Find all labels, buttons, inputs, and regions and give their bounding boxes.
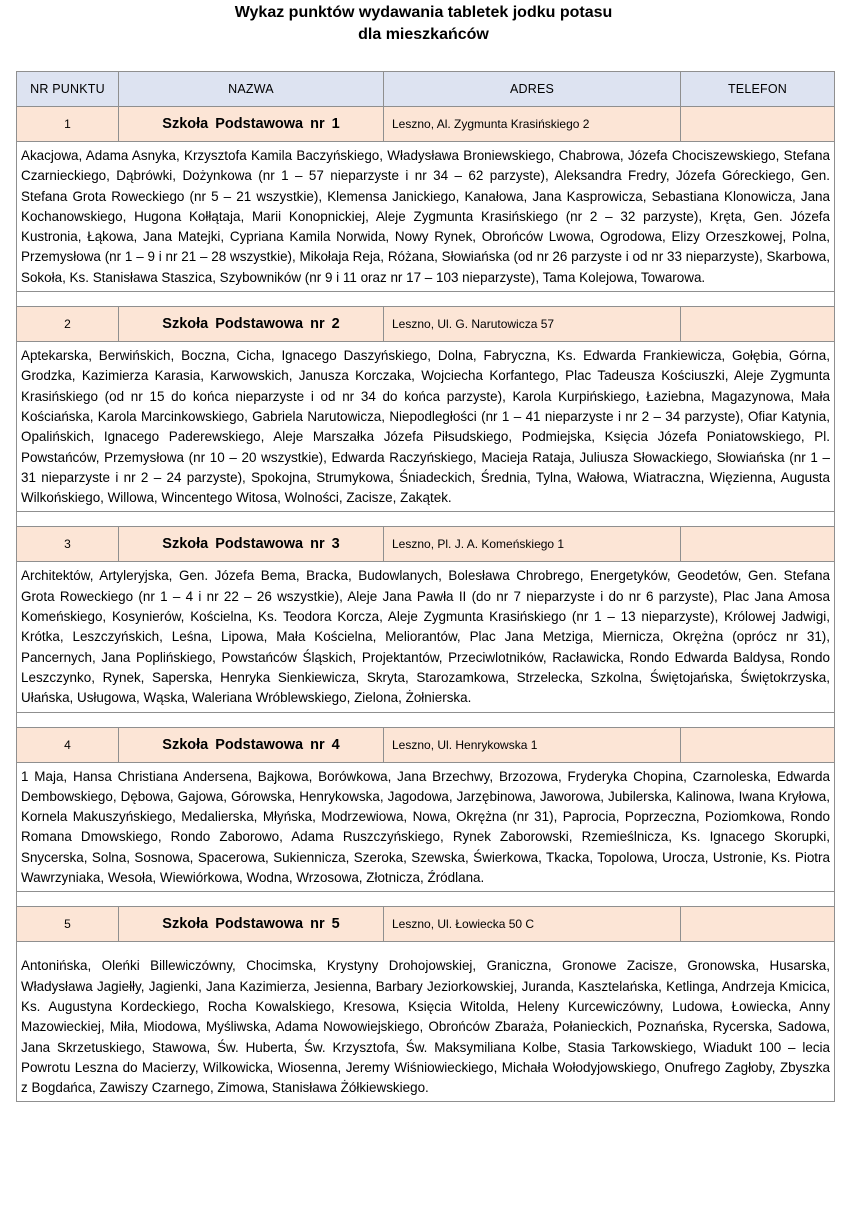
point-address: Leszno, Ul. G. Narutowicza 57 [384,307,681,342]
point-streets-row-4 [17,762,835,892]
point-row-3 [17,527,835,562]
spacer-cell [17,712,835,727]
point-phone [681,907,835,942]
table-header-row [17,72,835,107]
point-streets-row-1 [17,142,835,292]
point-name: Szkoła Podstawowa nr 4 [119,727,384,762]
point-name: Szkoła Podstawowa nr 1 [119,107,384,142]
point-row-4 [17,727,835,762]
document-subtitle: dla mieszkańców [358,26,489,43]
header-phone: TELEFON [681,72,835,107]
point-number: 1 [17,107,119,142]
distribution-points-table [16,71,835,1102]
spacer-row [17,892,835,907]
point-address: Leszno, Ul. Henrykowska 1 [384,727,681,762]
spacer-row [17,512,835,527]
point-phone [681,527,835,562]
point-row-2 [17,307,835,342]
spacer-cell [17,292,835,307]
point-name: Szkoła Podstawowa nr 2 [119,307,384,342]
point-number: 3 [17,527,119,562]
point-address: Leszno, Al. Zygmunta Krasińskiego 2 [384,107,681,142]
point-streets: Akacjowa, Adama Asnyka, Krzysztofa Kamila Baczyńskiego, Władysława Broniewskiego, Chabrowa, Józefa Chociszewskiego, Stefana Czarnieckiego, Dąbrówki, Dożynkowa (nr 1 – 57 nieparzyste i nr 34 – 62 parzyste), Aleksandra Fredry, Józefa Góreckiego, Gen. Stefana Grota Roweckiego (nr 5 – 21 wszystkie), Klemensa Janickiego, Kanałowa, Jana Kasprowicza, Sebastiana Klonowicza, Jana Kochanowskiego, Hugona Kołłątaja, Marii Konopnickiej, Aleje Zygmunta Krasińskiego (nr 2 – 32 parzyste), Kręta, Gen. Józefa Kustronia, Łąkowa, Jana Matejki, Cypriana Kamila Norwida, Nowy Rynek, Obrońców Lwowa, Ogrodowa, Elizy Orzeszkowej, Polna, Przemysłowa (nr 1 – 9 i nr 21 – 28 wszystkie), Mikołaja Reja, Różana, Słowiańska (od nr 26 parzyste i od nr 33 nieparzyste), Skarbowa, Sokoła, Ks. Stanisława Staszica, Szybowników (nr 9 i 11 oraz nr 17 – 103 nieparzyste), Tama Kolejowa, Towarowa. [17,142,835,292]
header-number: NR PUNKTU [17,72,119,107]
point-streets-row-2 [17,342,835,512]
point-address: Leszno, Pl. J. A. Komeńskiego 1 [384,527,681,562]
point-name: Szkoła Podstawowa nr 3 [119,527,384,562]
point-streets-row-5 [17,942,835,1102]
point-number: 5 [17,907,119,942]
spacer-row [17,292,835,307]
point-streets-row-3 [17,562,835,712]
header-name: NAZWA [119,72,384,107]
spacer-row [17,712,835,727]
point-streets: 1 Maja, Hansa Christiana Andersena, Bajkowa, Borówkowa, Jana Brzechwy, Brzozowa, Fryderyka Chopina, Czarnoleska, Edwarda Dembowskiego, Dębowa, Gajowa, Górowska, Henrykowska, Jagodowa, Jarzębinowa, Jaworowa, Jubilerska, Kalinowa, Iwana Kryłowa, Kornela Makuszyńskiego, Medalierska, Młyńska, Modrzewiowa, Nowa, Okrężna (nr 31), Paprocia, Poprzeczna, Poziomkowa, Rondo Romana Dmowskiego, Rondo Zaborowo, Adama Ruszczyńskiego, Rynek Zaborowski, Rzemieślnicza, Ks. Ignacego Skorupki, Snycerska, Solna, Sosnowa, Spacerowa, Sukiennicza, Szeroka, Szewska, Świerkowa, Tkacka, Topolowa, Urocza, Ustronie, Ks. Piotra Wawrzyniaka, Wesoła, Wiewiórkowa, Wodna, Wrzosowa, Złotnicza, Źródlana. [17,762,835,892]
point-address: Leszno, Ul. Łowiecka 50 C [384,907,681,942]
point-phone [681,307,835,342]
point-streets: Antonińska, Oleńki Billewiczówny, Chocimska, Krystyny Drohojowskiej, Graniczna, Gronowe Zacisze, Gronowska, Husarska, Władysława Jagiełły, Jagienki, Jana Kazimierza, Jesienna, Barbary Jeziorkowskiej, Juranda, Kasztelańska, Ketlinga, Andrzeja Kmicica, Ks. Augustyna Kordeckiego, Rocha Kowalskiego, Kresowa, Księcia Witolda, Heleny Kurcewiczówny, Ludowa, Łowiecka, Anny Mazowieckiej, Miła, Miodowa, Myśliwska, Adama Nowowiejskiego, Obrońców Zbaraża, Połanieckich, Poznańska, Rycerska, Sadowa, Jana Skrzetuskiego, Stawowa, Św. Huberta, Św. Krzysztofa, Św. Maksymiliana Kolbe, Stasia Tarkowskiego, Wiadukt 100 – lecia Powrotu Leszna do Macierzy, Wilkowicka, Wiosenna, Jeremy Wiśniowieckiego, Michała Wołodyjowskiego, Onufrego Zagłoby, Zbyszka z Bogdańca, Zawiszy Czarnego, Zimowa, Stanisława Żółkiewskiego. [17,942,835,1102]
point-row-5 [17,907,835,942]
point-phone [681,107,835,142]
point-phone [681,727,835,762]
point-name: Szkoła Podstawowa nr 5 [119,907,384,942]
point-streets: Aptekarska, Berwińskich, Boczna, Cicha, Ignacego Daszyńskiego, Dolna, Fabryczna, Ks. Edwarda Frankiewicza, Gołębia, Górna, Grodzka, Kazimierza Karasia, Karwowskich, Janusza Korczaka, Wojciecha Korfantego, Plac Tadeusza Kościuszki, Aleje Zygmunta Krasińskiego (od nr 15 do końca nieparzyste i od nr 34 do końca parzyste), Karola Kurpińskiego, Łaziebna, Magazynowa, Mała Kościańska, Karola Marcinkowskiego, Gabriela Narutowicza, Niepodległości (nr 1 – 41 nieparzyste i nr 2 – 34 parzyste), Ofiar Katynia, Opalińskich, Ignacego Paderewskiego, Aleje Marszałka Józefa Piłsudskiego, Podmiejska, Księcia Józefa Poniatowskiego, Pl. Powstańców, Przemysłowa (nr 10 – 20 wszystkie), Edwarda Raczyńskiego, Macieja Rataja, Juliusza Słowackiego, Słowiańska (nr 1 – 31 nieparzyste i nr 2 – 24 parzyste), Spokojna, Strumykowa, Śniadeckich, Średnia, Tylna, Wałowa, Wiatraczna, Więzienna, Augusta Wilkońskiego, Willowa, Wincentego Witosa, Wolności, Zacisze, Zakątek. [17,342,835,512]
point-number: 4 [17,727,119,762]
point-row-1 [17,107,835,142]
point-streets: Architektów, Artyleryjska, Gen. Józefa Bema, Bracka, Budowlanych, Bolesława Chrobrego, Energetyków, Geodetów, Gen. Stefana Grota Roweckiego (nr 1 – 4 i nr 22 – 26 wszystkie), Aleje Jana Pawła II (do nr 7 nieparzyste i do nr 6 parzyste), Plac Jana Amosa Komeńskiego, Kosynierów, Kościelna, Ks. Teodora Korcza, Aleje Zygmunta Krasińskiego (nr 1 – 13 nieparzyste), Królowej Jadwigi, Krótka, Leszczyńskich, Leśna, Lipowa, Mała Kościelna, Meliorantów, Plac Jana Metziga, Miernicza, Okrężna (oprócz nr 31), Pancernych, Jana Poplińskiego, Powstańców Śląskich, Projektantów, Przeciwlotników, Racławicka, Rondo Edwarda Baldysa, Rondo Leszczynko, Rynek, Saperska, Henryka Sienkiewicza, Skryta, Starozamkowa, Strzelecka, Szkolna, Świętojańska, Świętokrzyska, Ułańska, Usługowa, Wąska, Waleriana Wróblewskiego, Zielona, Żołnierska. [17,562,835,712]
point-number: 2 [17,307,119,342]
header-address: ADRES [384,72,681,107]
spacer-cell [17,512,835,527]
spacer-cell [17,892,835,907]
document-title: Wykaz punktów wydawania tabletek jodku potasu [234,4,613,21]
